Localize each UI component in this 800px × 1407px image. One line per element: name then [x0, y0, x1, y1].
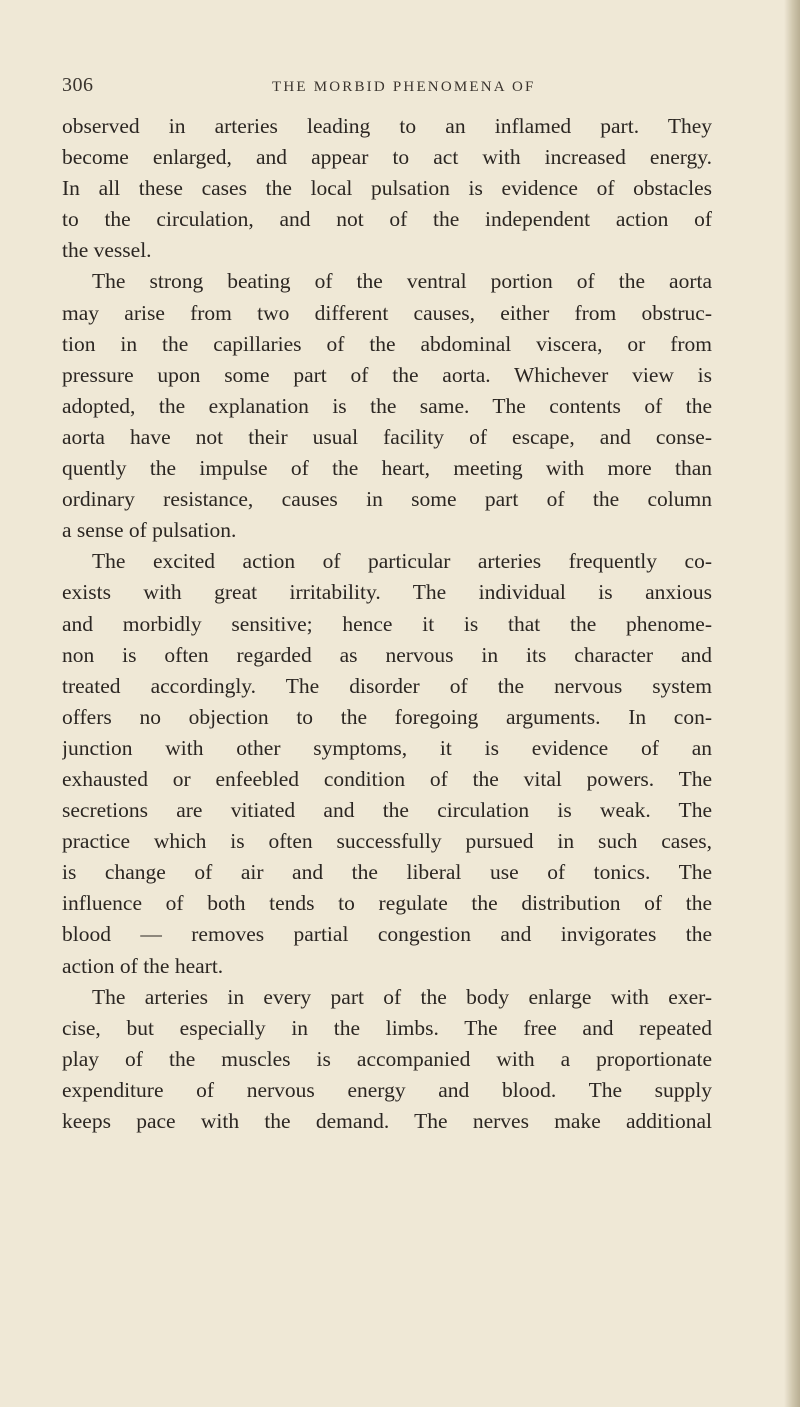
text-line: secretions are vitiated and the circulation is weak. The — [62, 798, 712, 823]
page-number: 306 — [62, 74, 94, 96]
text-line: exhausted or enfeebled condition of the vital powers. The — [62, 766, 712, 791]
running-head: THE MORBID PHENOMENA OF — [272, 79, 536, 95]
text-line: junction with other symptoms, it is evidence of an — [62, 735, 712, 760]
text-line: influence of both tends to regulate the distribution of the — [62, 891, 712, 916]
text-line: practice which is often successfully pursued in such cases, — [62, 829, 712, 854]
text-line: exists with great irritability. The individual is anxious — [62, 580, 712, 605]
text-line: a sense of pulsation. — [62, 518, 237, 543]
text-line: blood — removes partial congestion and invigorates the — [62, 922, 712, 947]
text-line: adopted, the explanation is the same. The contents of the — [62, 393, 712, 418]
text-line: observed in arteries leading to an inflamed part. They — [62, 114, 712, 138]
text-line: to the circulation, and not of the independent action of — [62, 207, 712, 232]
text-line: quently the impulse of the heart, meeting with more than — [62, 456, 712, 481]
text-line: the vessel. — [62, 238, 152, 263]
text-line: pressure upon some part of the aorta. Whichever view is — [62, 362, 712, 387]
text-line: ordinary resistance, causes in some part of the column — [62, 487, 712, 512]
text-line: expenditure of nervous energy and blood. The supply — [62, 1077, 712, 1102]
text-line: The excited action of particular arteries frequently co- — [92, 549, 712, 574]
body-text — [62, 111, 712, 1137]
text-line: is change of air and the liberal use of tonics. The — [62, 860, 712, 885]
text-line: tion in the capillaries of the abdominal viscera, or from — [62, 331, 712, 356]
text-line: and morbidly sensitive; hence it is that the phenome- — [62, 611, 712, 636]
text-line: become enlarged, and appear to act with increased energy. — [62, 145, 712, 170]
text-line: In all these cases the local pulsation is evidence of obstacles — [62, 176, 712, 201]
text-line: keeps pace with the demand. The nerves make additional — [62, 1109, 712, 1133]
text-line: may arise from two different causes, either from obstruc- — [62, 300, 712, 325]
page-edge-shadow — [784, 0, 800, 1407]
text-line: action of the heart. — [62, 953, 224, 978]
text-line: non is often regarded as nervous in its character and — [62, 642, 712, 667]
text-line: cise, but especially in the limbs. The free and repeated — [62, 1015, 712, 1040]
text-line: aorta have not their usual facility of escape, and conse- — [62, 424, 712, 449]
text-line: offers no objection to the foregoing arguments. In con- — [62, 704, 712, 729]
text-line: treated accordingly. The disorder of the nervous system — [62, 673, 712, 698]
text-line: The strong beating of the ventral portion of the aorta — [92, 269, 712, 294]
text-line: The arteries in every part of the body enlarge with exer- — [92, 984, 712, 1009]
text-line: play of the muscles is accompanied with a proportionate — [62, 1046, 712, 1071]
